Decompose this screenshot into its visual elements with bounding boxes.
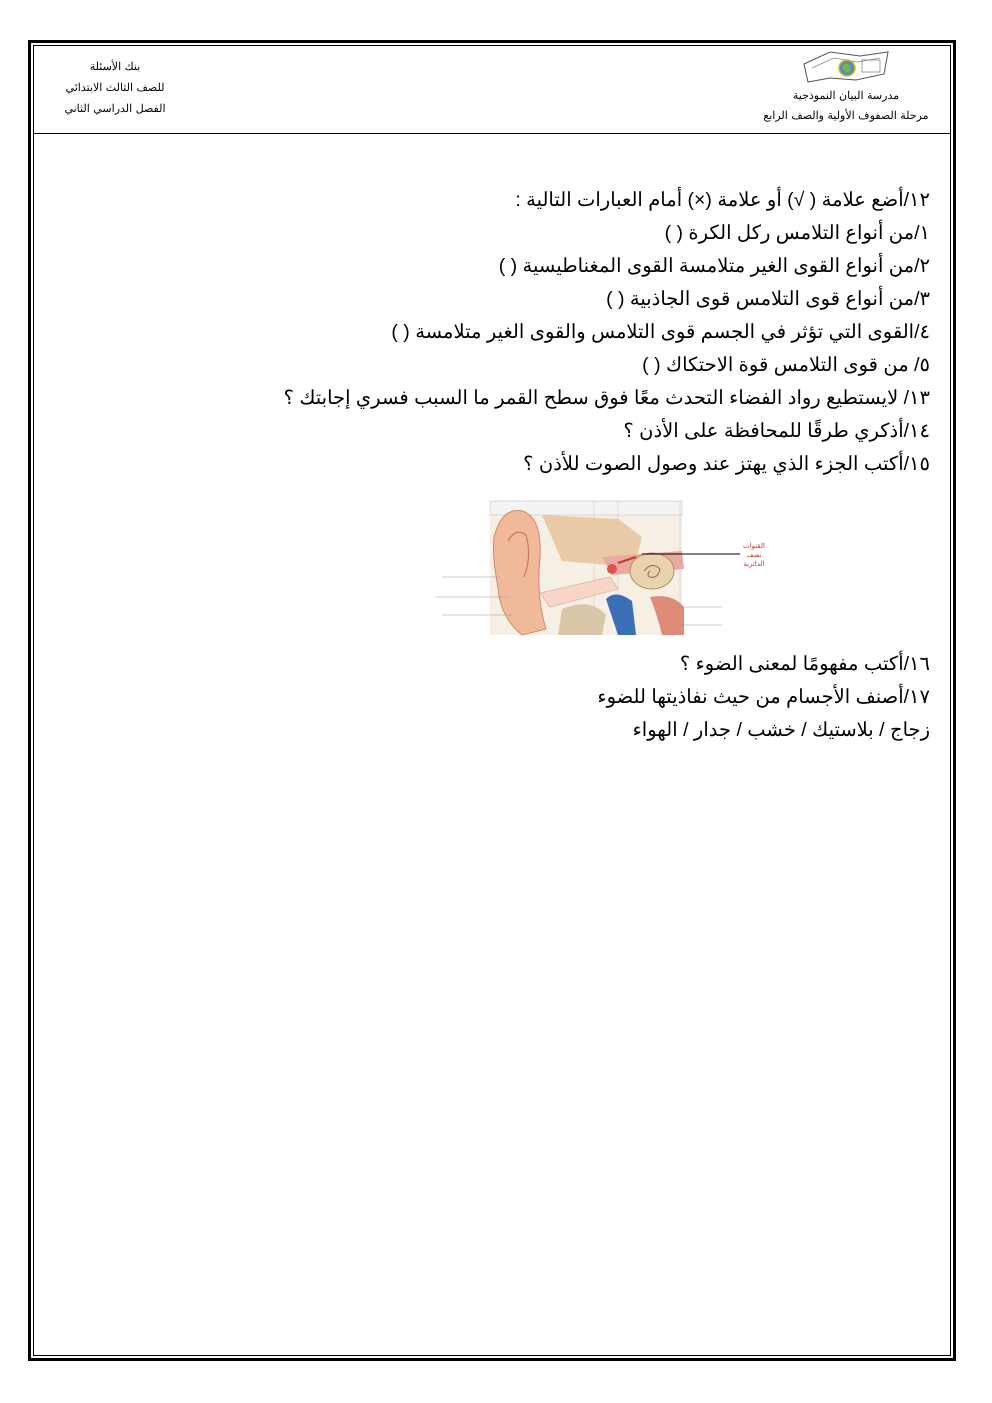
ear-diagram-label — [724, 542, 784, 569]
questions-section-2 — [170, 648, 930, 747]
question-12-item-4: ٤/القوى التي تؤثر في الجسم قوى التلامس والقوى الغير متلامسة ( ) — [391, 321, 930, 343]
ear-label-circular: الدائرية — [743, 560, 765, 568]
question-15: ١٥/أكتب الجزء الذي يهتز عند وصول الصوت للأذن ؟ — [523, 453, 930, 475]
header-left-block — [40, 56, 190, 119]
header-semester: الفصل الدراسي الثاني — [64, 102, 166, 115]
header-divider — [33, 133, 951, 134]
question-12-item-5: ٥/ من قوى التلامس قوة الاحتكاك ( ) — [642, 354, 930, 376]
question-12-item-1: ١/من أنواع التلامس ركل الكرة ( ) — [664, 222, 930, 244]
question-12: ١٢/أضع علامة ( √) أو علامة (×) أمام العبارات التالية : — [515, 189, 930, 211]
question-17: ١٧/أصنف الأجسام من حيث نفاذيتها للضوء — [597, 686, 930, 708]
school-name: مدرسة البيان النموذجية — [792, 89, 900, 102]
header-right-block — [748, 46, 944, 124]
school-stage: مرحلة الصفوف الأولية والصف الرابع — [763, 109, 929, 122]
questions-section — [170, 184, 930, 481]
question-14: ١٤/أذكري طرقًا للمحافظة على الأذن ؟ — [623, 420, 930, 442]
header-bank-title: بنك الأسئلة — [89, 60, 141, 73]
question-12-item-3: ٣/من أنواع قوى التلامس قوى الجاذبية ( ) — [606, 288, 930, 310]
ear-label-canals: القنوات — [743, 542, 765, 550]
ear-label-semi: نصف — [746, 551, 762, 559]
question-16: ١٦/أكتب مفهومًا لمعنى الضوء ؟ — [679, 653, 930, 675]
school-logo-icon — [800, 46, 892, 86]
question-13: ١٣/ لايستطيع رواد الفضاء التحدث معًا فوق سطح القمر ما السبب فسري إجابتك ؟ — [283, 387, 930, 409]
question-12-item-2: ٢/من أنواع القوى الغير متلامسة القوى المغناطيسية ( ) — [498, 255, 930, 277]
question-17-items: زجاج / بلاستيك / خشب / جدار / الهواء — [632, 719, 930, 741]
header-grade: للصف الثالث الابتدائي — [65, 81, 165, 94]
